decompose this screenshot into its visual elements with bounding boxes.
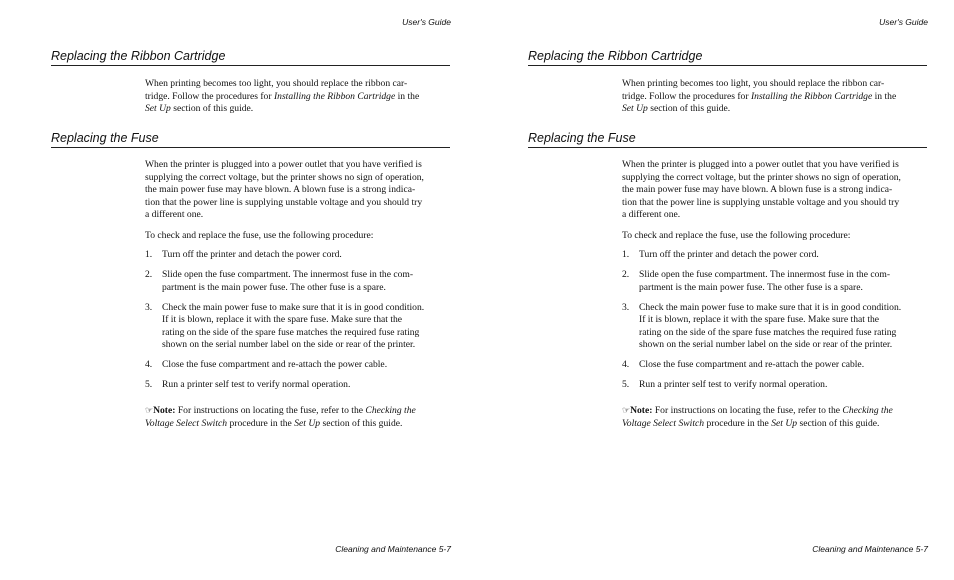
fuse-intro-line: a different one. [622, 209, 681, 221]
note-procedure-ref: Checking the [842, 405, 893, 416]
step-number: 3. [145, 301, 153, 313]
note-section-ref: Set Up [294, 417, 321, 429]
fuse-section-title: Replacing the Fuse [528, 131, 927, 148]
fuse-intro-line: the main power fuse may have blown. A blown fuse is a strong indica- [622, 184, 893, 196]
list-item [622, 249, 928, 262]
step-line: shown on the serial number label on the side or rear of the printer. [639, 339, 893, 351]
fuse-intro-paragraph [622, 159, 928, 222]
step-number: 1. [622, 249, 630, 260]
step-line: rating on the side of the spare fuse matches the required fuse rating [639, 326, 897, 338]
note-text: procedure in the [704, 417, 772, 429]
list-item [145, 379, 451, 392]
page-header: User's Guide [879, 17, 928, 27]
ribbon-text: tridge. Follow the procedures for [145, 90, 274, 102]
step-line: Run a printer self test to verify normal operation. [639, 379, 828, 391]
fuse-intro-line: supplying the correct voltage, but the printer shows no sign of operation, [622, 171, 901, 183]
note-text: For instructions on locating the fuse, refer to the [652, 405, 843, 416]
ribbon-procedure-ref: Installing the Ribbon Cartridge [750, 90, 873, 102]
note-text: procedure in the [227, 417, 295, 429]
step-number: 4. [622, 359, 630, 371]
list-item [145, 269, 451, 294]
step-number: 2. [622, 268, 630, 280]
note-procedure-ref: Checking the [365, 405, 416, 416]
ribbon-paragraph [622, 78, 928, 116]
fuse-steps-list [622, 249, 928, 399]
note-line [145, 404, 451, 418]
fuse-procedure-intro: To check and replace the fuse, use the following procedure: [145, 230, 374, 241]
right-page [477, 0, 954, 580]
fuse-intro-paragraph [145, 159, 451, 222]
list-item [622, 379, 928, 392]
list-item [622, 302, 928, 352]
pointing-hand-icon: ☞ [622, 405, 631, 415]
page-footer: Cleaning and Maintenance 5-7 [335, 544, 451, 554]
pointing-hand-icon: ☞ [145, 405, 154, 415]
step-line: If it is blown, replace it with the spare fuse. Make sure that the [162, 314, 403, 326]
step-text [639, 379, 928, 392]
fuse-note [622, 404, 928, 430]
note-procedure-ref: Voltage Select Switch [622, 417, 705, 429]
note-line [622, 404, 928, 418]
step-number: 4. [145, 359, 153, 371]
fuse-intro-line: the main power fuse may have blown. A blown fuse is a strong indica- [145, 184, 416, 196]
note-text: For instructions on locating the fuse, refer to the [175, 405, 366, 416]
ribbon-section-ref: Set Up [145, 103, 171, 115]
fuse-intro-line: a different one. [145, 209, 204, 221]
list-item [145, 249, 451, 262]
step-line: Check the main power fuse to make sure that it is in good condition. [162, 301, 425, 313]
step-text [162, 379, 451, 392]
step-line: Run a printer self test to verify normal operation. [162, 379, 351, 391]
step-line: Check the main power fuse to make sure that it is in good condition. [639, 301, 902, 313]
ribbon-text: tridge. Follow the procedures for [622, 90, 751, 102]
step-line: rating on the side of the spare fuse matches the required fuse rating [162, 326, 420, 338]
note-text: section of this guide. [320, 417, 403, 429]
step-line: shown on the serial number label on the side or rear of the printer. [162, 339, 416, 351]
page-header: User's Guide [402, 17, 451, 27]
list-item [622, 269, 928, 294]
ribbon-text: in the [395, 90, 420, 102]
note-label: Note: [630, 405, 653, 416]
fuse-intro-line: When the printer is plugged into a power outlet that you have verified is [622, 159, 899, 170]
step-text [162, 249, 451, 262]
step-number: 5. [622, 379, 630, 391]
step-number: 2. [145, 268, 153, 280]
note-line [622, 418, 928, 431]
ribbon-line: When printing becomes too light, you should replace the ribbon car- [622, 78, 885, 89]
ribbon-text: section of this guide. [170, 103, 254, 115]
list-item [622, 359, 928, 372]
fuse-section-title: Replacing the Fuse [51, 131, 450, 148]
list-item [145, 302, 451, 352]
note-label: Note: [153, 405, 176, 416]
fuse-steps-list [145, 249, 451, 399]
page-footer: Cleaning and Maintenance 5-7 [812, 544, 928, 554]
step-line: Slide open the fuse compartment. The innermost fuse in the com- [162, 268, 414, 280]
step-line: Close the fuse compartment and re-attach the power cable. [162, 359, 388, 371]
step-line: If it is blown, replace it with the spare fuse. Make sure that the [639, 314, 880, 326]
step-line: Turn off the printer and detach the power cord. [162, 249, 342, 260]
step-number: 1. [145, 249, 153, 260]
ribbon-section-ref: Set Up [622, 103, 648, 115]
step-text [639, 249, 928, 262]
ribbon-section-title: Replacing the Ribbon Cartridge [528, 49, 927, 66]
note-text: section of this guide. [797, 417, 880, 429]
step-text [639, 269, 928, 294]
step-number: 3. [622, 301, 630, 313]
ribbon-line [145, 91, 451, 104]
step-line: partment is the main power fuse. The other fuse is a spare. [162, 281, 386, 293]
fuse-note [145, 404, 451, 430]
step-text [639, 359, 928, 372]
ribbon-line [622, 91, 928, 104]
step-line: partment is the main power fuse. The other fuse is a spare. [639, 281, 863, 293]
step-line: Close the fuse compartment and re-attach the power cable. [639, 359, 865, 371]
ribbon-text: section of this guide. [647, 103, 731, 115]
ribbon-paragraph [145, 78, 451, 116]
note-line [145, 418, 451, 431]
step-text [162, 302, 451, 352]
fuse-intro-line: tion that the power line is supplying unstable voltage and you should try [622, 196, 900, 208]
note-section-ref: Set Up [771, 417, 798, 429]
ribbon-line: When printing becomes too light, you should replace the ribbon car- [145, 78, 408, 89]
step-text [162, 269, 451, 294]
ribbon-text: in the [872, 90, 897, 102]
step-line: Slide open the fuse compartment. The innermost fuse in the com- [639, 268, 891, 280]
fuse-intro-line: tion that the power line is supplying unstable voltage and you should try [145, 196, 423, 208]
ribbon-line [145, 103, 451, 116]
list-item [145, 359, 451, 372]
step-line: Turn off the printer and detach the power cord. [639, 249, 819, 260]
fuse-intro-line: supplying the correct voltage, but the printer shows no sign of operation, [145, 171, 424, 183]
ribbon-procedure-ref: Installing the Ribbon Cartridge [273, 90, 396, 102]
fuse-intro-line: When the printer is plugged into a power outlet that you have verified is [145, 159, 422, 170]
ribbon-section-title: Replacing the Ribbon Cartridge [51, 49, 450, 66]
fuse-procedure-intro: To check and replace the fuse, use the following procedure: [622, 230, 851, 241]
step-number: 5. [145, 379, 153, 391]
step-text [162, 359, 451, 372]
ribbon-line [622, 103, 928, 116]
note-procedure-ref: Voltage Select Switch [145, 417, 228, 429]
step-text [639, 302, 928, 352]
